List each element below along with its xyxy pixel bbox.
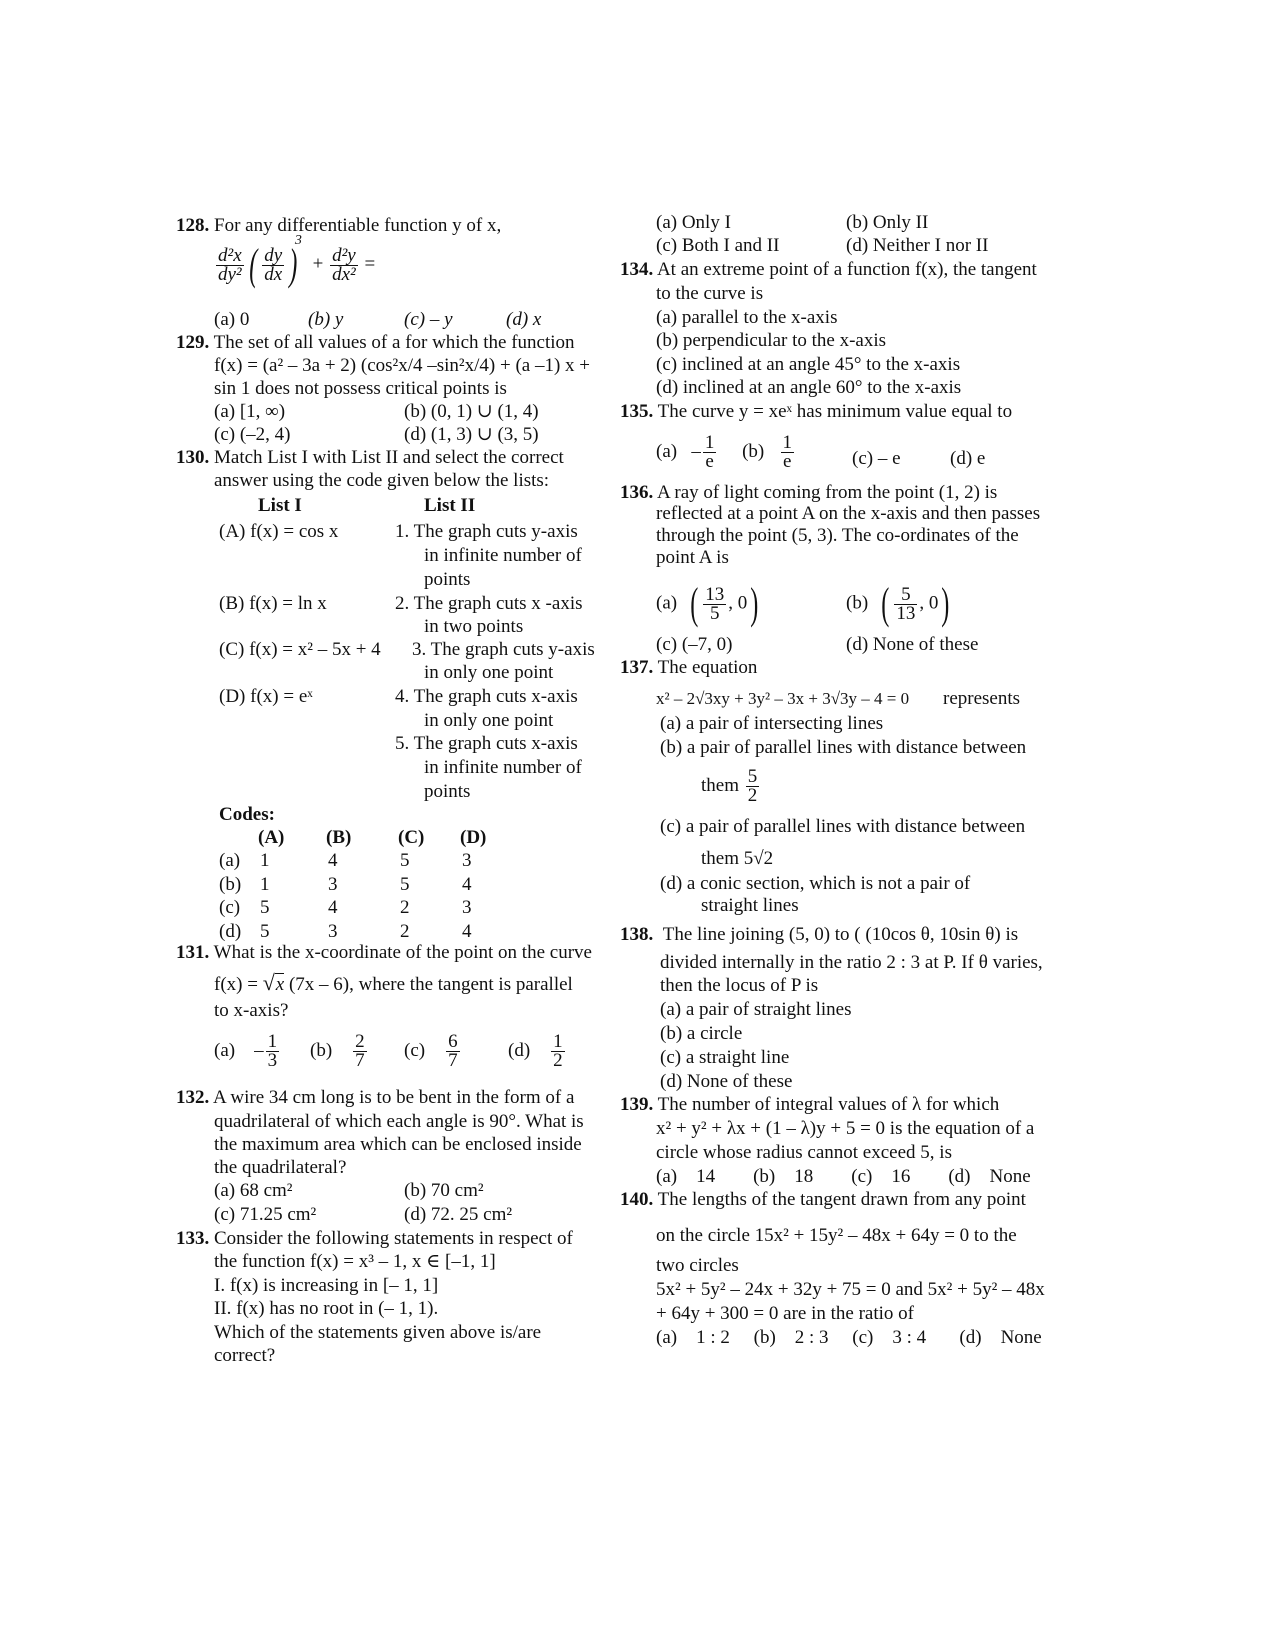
q131-line-2: f(x) = √x (7x – 6), where the tangent is parallel bbox=[214, 970, 573, 995]
q140-options: (a) 1 : 2 (b) 2 : 3 (c) 3 : 4 (d) None bbox=[656, 1327, 1042, 1348]
list-2-item-3a: 3. The graph cuts y-axis bbox=[412, 639, 595, 660]
q137-option-b: (b) a pair of parallel lines with distance between bbox=[660, 737, 1027, 758]
list-1-item-d: (D) f(x) = eˣ bbox=[219, 686, 313, 707]
q138-option-c: (c) a straight line bbox=[660, 1047, 790, 1068]
q135-option-a-label: (a) bbox=[656, 440, 678, 462]
codes-cell: 3 bbox=[328, 873, 338, 895]
q135-option-a-sign: – bbox=[691, 440, 701, 462]
q136-line-3: through the point (5, 3). The co-ordinates of the bbox=[656, 525, 1019, 546]
q134-line-2: to the curve is bbox=[656, 283, 764, 304]
q129-option-d: (d) (1, 3) ∪ (3, 5) bbox=[404, 424, 539, 445]
list-1-item-c: (C) f(x) = x² – 5x + 4 bbox=[219, 639, 381, 660]
codes-row-label: (d) bbox=[219, 920, 242, 942]
q131-option-den: 3 bbox=[267, 1050, 278, 1071]
q128-expression: $\frac{\text{d²x}}{\text{dy²}}$ ( $\frac{dy}{dx}$ )$^3$ + $\frac{\text{d²y}}{\text{dx²}}$ = bbox=[218, 233, 376, 289]
q140-line-1: The lengths of the tangent drawn from any point bbox=[657, 1189, 1026, 1210]
q131-fx: f(x) = bbox=[214, 974, 263, 995]
q132-line-2: quadrilateral of which each angle is 90°. What is bbox=[214, 1111, 584, 1132]
q133-option-a: (a) Only I bbox=[656, 212, 731, 233]
q128-text: For any differentiable function y of x, bbox=[214, 215, 502, 236]
codes-cell: 2 bbox=[400, 897, 410, 918]
q131-stem bbox=[176, 942, 592, 964]
q135-options bbox=[656, 434, 796, 471]
q136-option-a-num: 13 bbox=[705, 583, 725, 605]
q138-line-1: The line joining (5, 0) to ( (10cos θ, 10sin θ) is bbox=[662, 924, 1019, 945]
q132-option-d: (d) 72. 25 cm² bbox=[404, 1204, 513, 1225]
codes-cell: 5 bbox=[400, 873, 410, 895]
q129-number: 129. bbox=[176, 332, 210, 353]
list-2-item-2a: 2. The graph cuts x -axis bbox=[395, 593, 583, 614]
q129-option-b: (b) (0, 1) ∪ (1, 4) bbox=[404, 401, 539, 422]
q131-option-den: 2 bbox=[553, 1050, 563, 1071]
q137-option-a: (a) a pair of intersecting lines bbox=[660, 713, 884, 734]
q132-stem bbox=[176, 1087, 574, 1109]
q138-stem bbox=[620, 924, 1018, 946]
q139-line-3: circle whose radius cannot exceed 5, is bbox=[656, 1142, 952, 1163]
q135-option-b-num: 1 bbox=[782, 432, 792, 453]
q135-number: 135. bbox=[620, 401, 654, 422]
q139-line-1: The number of integral values of λ for which bbox=[657, 1094, 1000, 1115]
q138-line-2: divided internally in the ratio 2 : 3 at P. If θ varies, bbox=[660, 952, 1043, 973]
q134-line-1: At an extreme point of a function f(x), the tangent bbox=[656, 259, 1037, 280]
q135-option-b-den: e bbox=[783, 451, 792, 472]
q140-line-2: on the circle 15x² + 15y² – 48x + 64y = 0 to the bbox=[656, 1225, 1017, 1246]
q131-option-label: (a) bbox=[214, 1039, 236, 1061]
q137-option-b-den: 2 bbox=[747, 785, 758, 806]
codes-cell: 1 bbox=[260, 873, 270, 895]
q130-line-2: answer using the code given below the lists: bbox=[214, 470, 550, 491]
q128-option-b: (b) y bbox=[308, 309, 344, 330]
q133-option-d: (d) Neither I nor II bbox=[846, 235, 989, 256]
codes-cell: 5 bbox=[260, 920, 270, 942]
codes-cell: 5 bbox=[400, 850, 410, 871]
list-2-item-1b: in infinite number of bbox=[424, 545, 582, 566]
q137-option-b-them: them bbox=[701, 774, 739, 796]
q131-option-label: (b) bbox=[310, 1039, 333, 1061]
q136-line-4: point A is bbox=[656, 547, 729, 568]
q137-number: 137. bbox=[620, 657, 654, 678]
q140-line-3: two circles bbox=[656, 1255, 739, 1276]
codes-cell: 3 bbox=[462, 850, 472, 871]
list-2-item-5a: 5. The graph cuts x-axis bbox=[395, 733, 578, 754]
q137-option-c-value: them 5√2 bbox=[701, 848, 774, 869]
q137-option-b-num: 5 bbox=[747, 766, 758, 787]
codes-header-d: (D) bbox=[460, 827, 487, 848]
q132-number: 132. bbox=[176, 1087, 210, 1108]
q135-option-a-num: 1 bbox=[704, 432, 715, 453]
q131-option-sign: – bbox=[254, 1039, 264, 1061]
q128-number: 128. bbox=[176, 215, 210, 236]
q134-option-b: (b) perpendicular to the x-axis bbox=[656, 330, 887, 351]
q128-option-d: (d) x bbox=[506, 309, 542, 330]
q131-option-label: (d) bbox=[508, 1039, 531, 1061]
q140-number: 140. bbox=[620, 1189, 654, 1210]
q137-option-d: (d) a conic section, which is not a pair of bbox=[660, 873, 971, 894]
codes-cell: 5 bbox=[260, 897, 270, 918]
q137-line-1: The equation bbox=[657, 657, 758, 678]
q132-line-4: the quadrilateral? bbox=[214, 1157, 347, 1178]
q136-option-d: (d) None of these bbox=[846, 634, 979, 655]
list-1-item-b: (B) f(x) = ln x bbox=[219, 593, 327, 614]
codes-row-label: (c) bbox=[219, 897, 241, 918]
q139-line-2: x² + y² + λx + (1 – λ)y + 5 = 0 is the equation of a bbox=[656, 1118, 1035, 1139]
q138-number: 138. bbox=[620, 924, 654, 945]
q137-equation: x² – 2√3xy + 3y² – 3x + 3√3y – 4 = 0 bbox=[656, 689, 910, 708]
q133-statement-1: I. f(x) is increasing in [– 1, 1] bbox=[214, 1275, 439, 1296]
q131-option-num: 1 bbox=[553, 1031, 563, 1052]
q133-statement-2: II. f(x) has no root in (– 1, 1). bbox=[214, 1298, 439, 1319]
q135-line-1: The curve y = xeˣ has minimum value equal to bbox=[657, 401, 1013, 422]
q130-stem bbox=[176, 447, 564, 469]
codes-cell: 4 bbox=[462, 873, 472, 895]
q131-option bbox=[214, 1033, 281, 1070]
q132-line-3: the maximum area which can be enclosed inside bbox=[214, 1134, 582, 1155]
q131-line-3: to x-axis? bbox=[214, 1000, 289, 1021]
q136-option-b-num: 5 bbox=[894, 586, 917, 605]
list-2-item-4b: in only one point bbox=[424, 710, 554, 731]
q135-option-a-den: e bbox=[705, 451, 714, 472]
codes-cell: 3 bbox=[462, 897, 472, 918]
codes-header-b: (B) bbox=[326, 827, 352, 848]
q133-line-2: the function f(x) = x³ – 1, x ∈ [–1, 1] bbox=[214, 1251, 496, 1272]
codes-cell: 4 bbox=[328, 897, 338, 918]
q131-option-den: 7 bbox=[355, 1050, 365, 1071]
list-2-item-3b: in only one point bbox=[424, 662, 554, 683]
list-2-item-2b: in two points bbox=[424, 616, 524, 637]
q131-option bbox=[310, 1033, 369, 1070]
codes-header-a: (A) bbox=[258, 827, 285, 848]
q136-option-a-label: (a) bbox=[656, 592, 678, 614]
codes-cell: 4 bbox=[328, 850, 338, 871]
q131-option-den: 7 bbox=[448, 1050, 458, 1071]
q131-option-num: 6 bbox=[448, 1031, 458, 1052]
q129-option-a: (a) [1, ∞) bbox=[214, 401, 286, 422]
list-2-item-1c: points bbox=[424, 569, 471, 590]
q131-line-1: What is the x-coordinate of the point on the curve bbox=[213, 942, 592, 963]
codes-cell: 1 bbox=[260, 850, 270, 871]
q128-stem bbox=[176, 215, 501, 237]
q134-option-a: (a) parallel to the x-axis bbox=[656, 307, 838, 328]
q135-option-c: (c) – e bbox=[852, 448, 901, 469]
q131-option-label: (c) bbox=[404, 1039, 426, 1061]
q128-option-c: (c) – y bbox=[404, 309, 453, 330]
q137-represents: represents bbox=[943, 688, 1021, 709]
codes-row-label: (a) bbox=[219, 850, 241, 871]
q137-option-c: (c) a pair of parallel lines with distance between bbox=[660, 816, 1026, 837]
q140-stem bbox=[620, 1189, 1026, 1211]
q136-option-b-rest: , 0 bbox=[919, 592, 939, 614]
q136-option-a-rest: , 0 bbox=[728, 592, 748, 614]
q133-option-c: (c) Both I and II bbox=[656, 235, 780, 256]
codes-label: Codes: bbox=[219, 804, 275, 825]
codes-header-c: (C) bbox=[398, 827, 425, 848]
q135-option-d: (d) e bbox=[950, 448, 986, 469]
q136-option-a-den: 5 bbox=[710, 602, 720, 624]
q133-number: 133. bbox=[176, 1228, 210, 1249]
q135-option-b-label: (b) bbox=[742, 440, 765, 462]
q134-option-d: (d) inclined at an angle 60° to the x-axis bbox=[656, 377, 962, 398]
q136-option-b-label: (b) bbox=[846, 592, 869, 614]
q133-line-4: correct? bbox=[214, 1345, 276, 1366]
q134-number: 134. bbox=[620, 259, 654, 280]
q132-option-a: (a) 68 cm² bbox=[214, 1180, 293, 1201]
q139-stem bbox=[620, 1094, 999, 1116]
q137-option-b-value bbox=[701, 768, 761, 805]
q134-option-c: (c) inclined at an angle 45° to the x-axis bbox=[656, 354, 961, 375]
q131-line-2-rest: (7x – 6), where the tangent is parallel bbox=[284, 974, 573, 995]
q131-option bbox=[404, 1033, 462, 1070]
q132-line-1: A wire 34 cm long is to be bent in the form of a bbox=[212, 1087, 575, 1108]
q134-stem bbox=[620, 259, 1037, 281]
q135-stem bbox=[620, 401, 1012, 423]
list-2-item-5b: in infinite number of bbox=[424, 757, 582, 778]
q133-option-b: (b) Only II bbox=[846, 212, 929, 233]
q136-number: 136. bbox=[620, 482, 654, 503]
q139-options: (a) 14 (b) 18 (c) 16 (d) None bbox=[656, 1166, 1031, 1187]
q138-option-d: (d) None of these bbox=[660, 1071, 793, 1092]
q133-line-1: Consider the following statements in respect of bbox=[214, 1228, 573, 1249]
q136-option-b-den: 13 bbox=[896, 602, 916, 624]
q138-line-3: then the locus of P is bbox=[660, 975, 819, 996]
list-2-header: List II bbox=[424, 495, 476, 516]
q137-stem bbox=[620, 657, 757, 679]
q129-line-1: The set of all values of a for which the function bbox=[213, 332, 575, 353]
q132-option-c: (c) 71.25 cm² bbox=[214, 1204, 317, 1225]
q136-option-b: (b) ( $\frac{5}{13}$ , 0) bbox=[846, 579, 950, 628]
q133-line-3: Which of the statements given above is/are bbox=[214, 1322, 542, 1343]
codes-row-label: (b) bbox=[219, 873, 242, 895]
q131-option bbox=[508, 1033, 567, 1070]
q129-line-2: f(x) = (a² – 3a + 2) (cos²x/4 –sin²x/4) + (a –1) x + bbox=[214, 355, 591, 376]
q136-option-c: (c) (–7, 0) bbox=[656, 634, 733, 655]
q130-number: 130. bbox=[176, 447, 210, 468]
list-2-item-5c: points bbox=[424, 781, 471, 802]
list-1-header: List I bbox=[258, 495, 302, 516]
q140-line-4: 5x² + 5y² – 24x + 32y + 75 = 0 and 5x² + 5y² – 48x bbox=[656, 1279, 1045, 1300]
codes-cell: 2 bbox=[400, 920, 410, 942]
q131-option-num: 1 bbox=[267, 1031, 278, 1052]
q128-option-a: (a) 0 bbox=[214, 309, 250, 330]
list-2-item-4a: 4. The graph cuts x-axis bbox=[395, 686, 578, 707]
q132-option-b: (b) 70 cm² bbox=[404, 1180, 484, 1201]
q131-sqrt-arg: x bbox=[275, 974, 285, 995]
q138-option-b: (b) a circle bbox=[660, 1023, 743, 1044]
list-2-item-1a: 1. The graph cuts y-axis bbox=[395, 521, 578, 542]
codes-cell: 4 bbox=[462, 920, 472, 942]
q130-line-1: Match List I with List II and select the correct bbox=[214, 447, 564, 468]
q129-option-c: (c) (–2, 4) bbox=[214, 424, 291, 445]
q137-option-d-line-2: straight lines bbox=[701, 895, 799, 916]
q139-number: 139. bbox=[620, 1094, 654, 1115]
q131-number: 131. bbox=[176, 942, 210, 963]
q140-line-5: + 64y + 300 = 0 are in the ratio of bbox=[656, 1303, 914, 1324]
q136-line-1: A ray of light coming from the point (1, 2) is bbox=[656, 482, 998, 503]
q129-stem bbox=[176, 332, 575, 354]
q138-option-a: (a) a pair of straight lines bbox=[660, 999, 852, 1020]
q136-option-a: (a) ( $\frac{13}{5}$ , 0) bbox=[656, 579, 759, 628]
list-1-item-a: (A) f(x) = cos x bbox=[219, 521, 339, 542]
q131-option-num: 2 bbox=[355, 1031, 365, 1052]
q136-stem bbox=[620, 482, 997, 504]
codes-cell: 3 bbox=[328, 920, 338, 942]
q133-stem bbox=[176, 1228, 573, 1250]
q136-line-2: reflected at a point A on the x-axis and then passes bbox=[656, 503, 1041, 524]
q129-line-3: sin 1 does not possess critical points is bbox=[214, 378, 507, 399]
